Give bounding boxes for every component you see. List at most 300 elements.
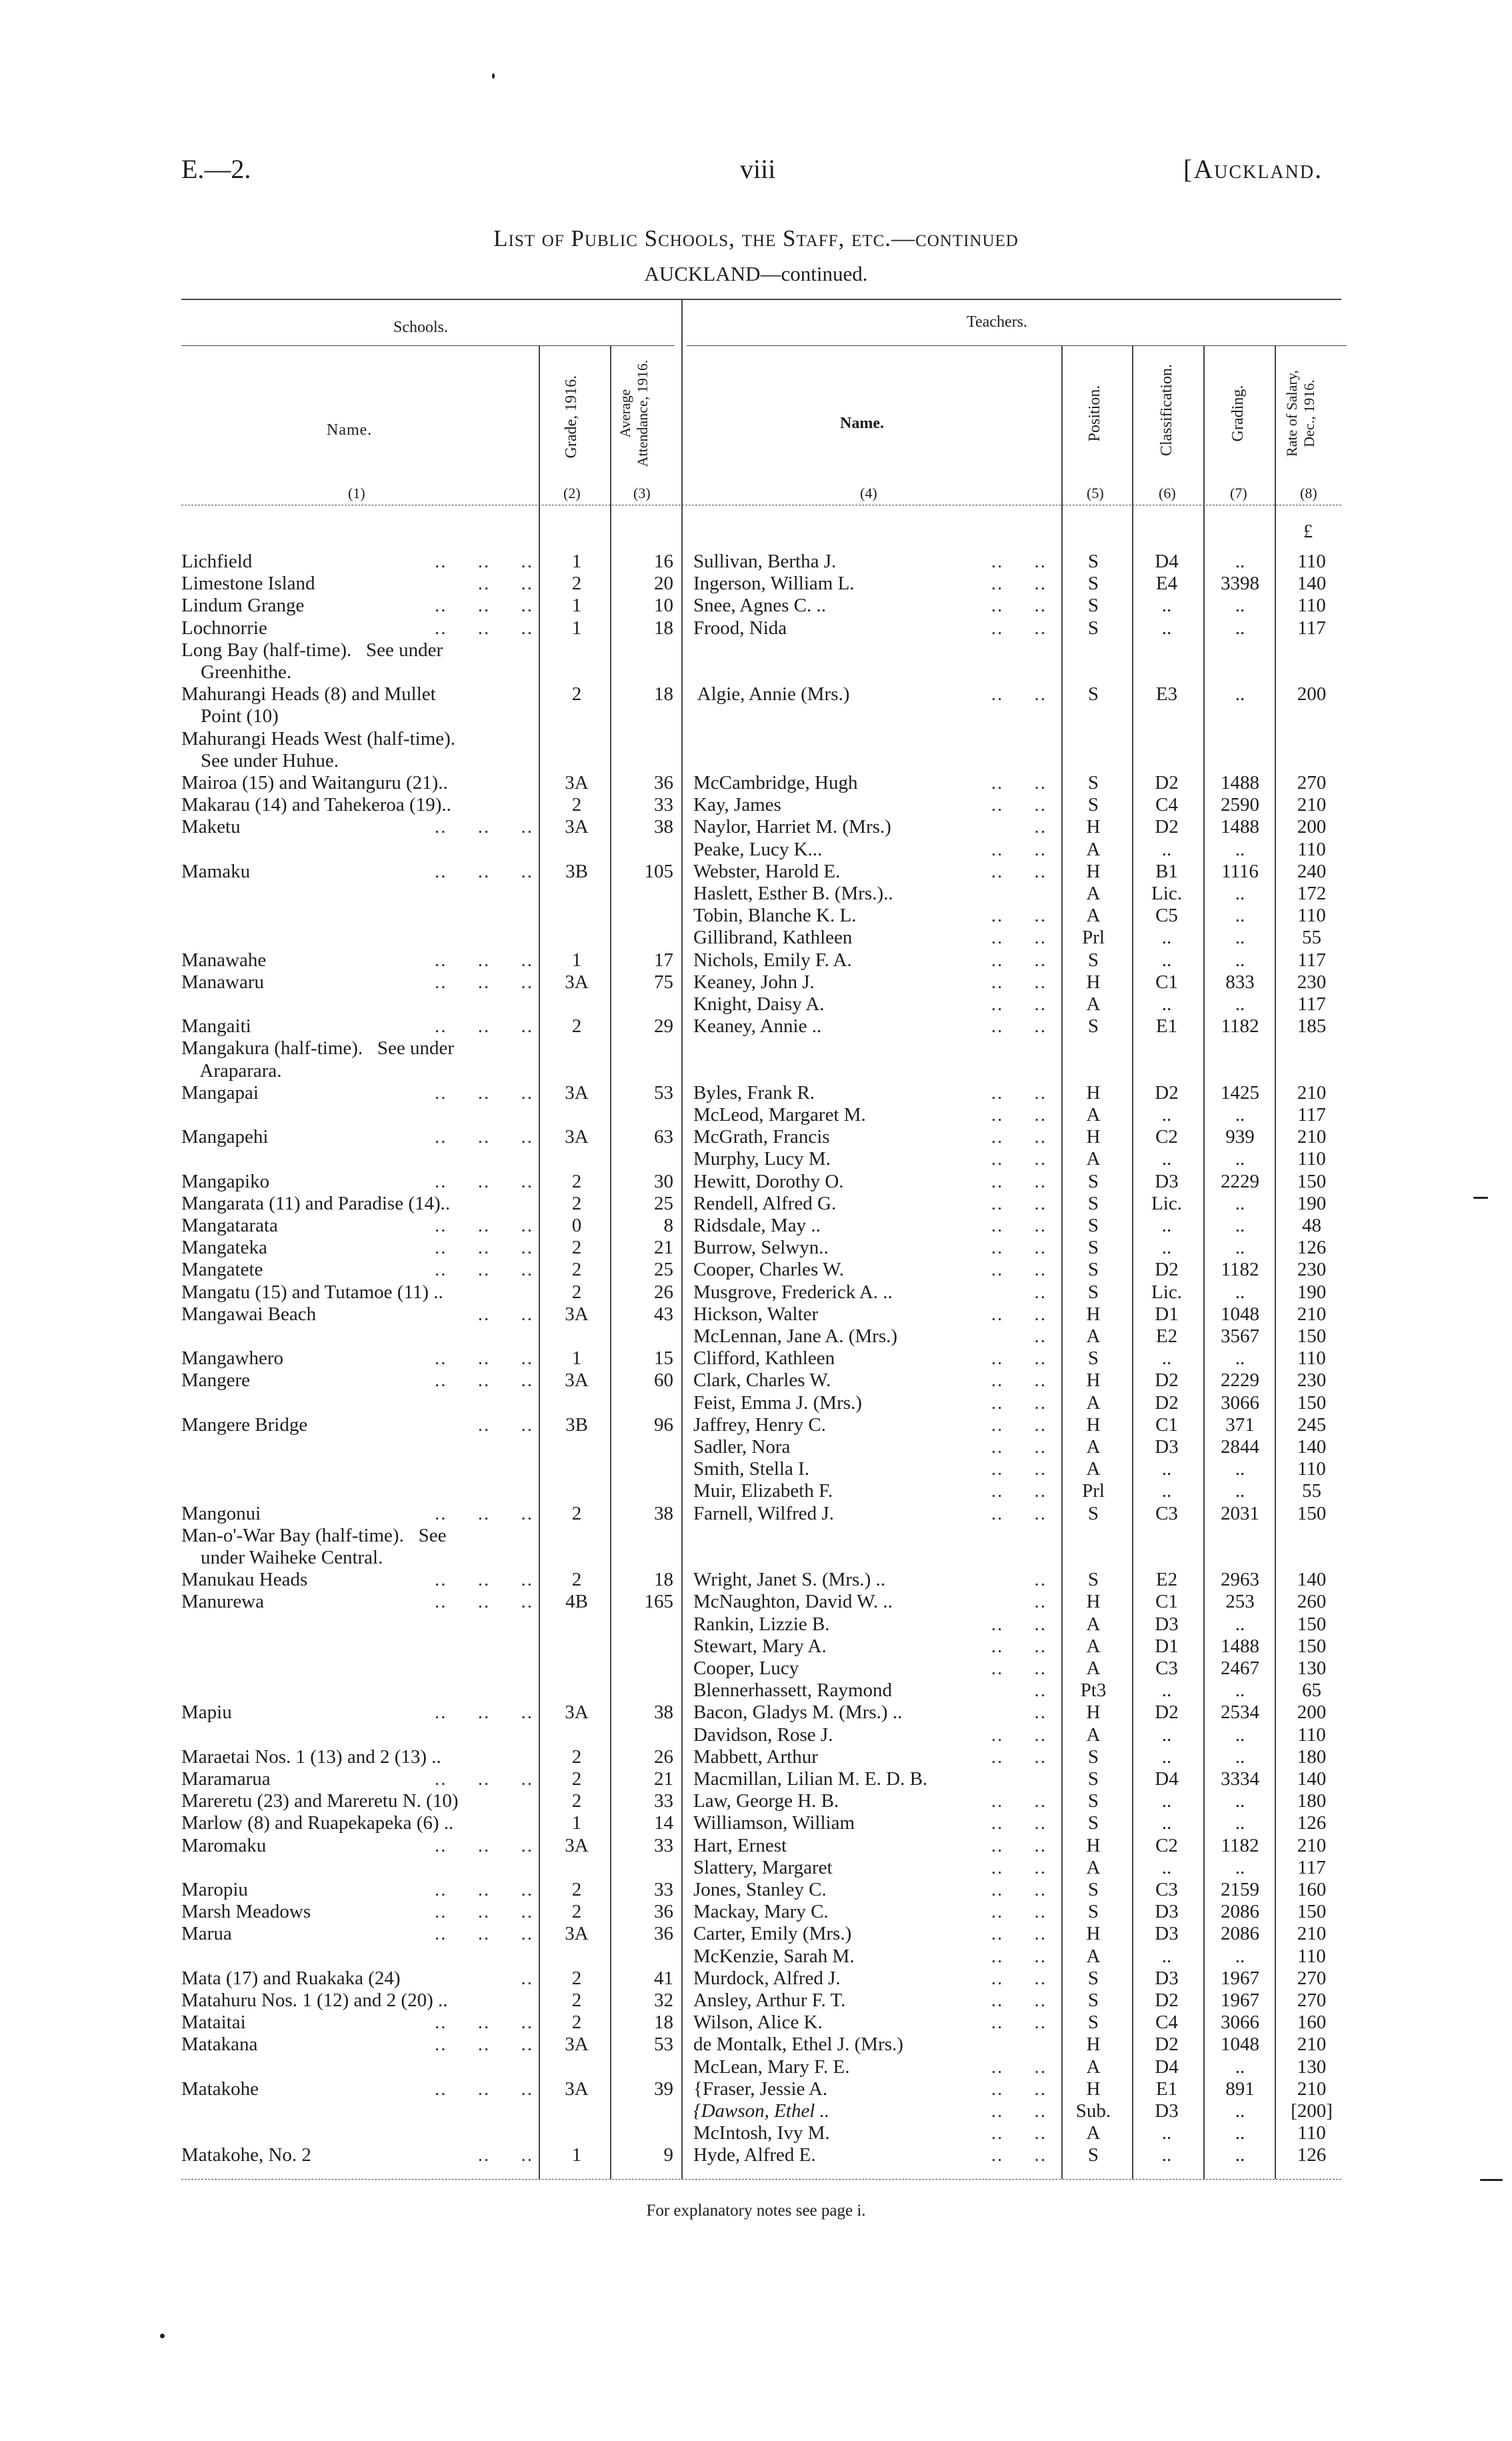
salary-rate: 110	[1297, 1724, 1326, 1746]
salary-rate: 180	[1297, 1790, 1327, 1812]
table-row	[0, 1547, 1512, 1569]
leader-dots: .. ..	[991, 1392, 1047, 1414]
teacher-classification: C1	[1155, 1414, 1178, 1436]
teacher-classification: C4	[1155, 794, 1178, 815]
salary-rate: 117	[1297, 949, 1326, 971]
teacher-classification: B1	[1155, 861, 1178, 882]
leader-dots: .. ..	[991, 794, 1047, 815]
leader-dots: .. ..	[991, 551, 1047, 572]
leader-dots: .. .. ..	[435, 1768, 533, 1790]
table-row	[0, 1790, 1512, 1812]
school-name: Matahuru Nos. 1 (12) and 2 (20) ..	[181, 1990, 448, 2011]
teacher-classification: D2	[1155, 1702, 1179, 1723]
teacher-position: A	[1086, 883, 1101, 904]
school-name: Mangapehi	[181, 1126, 269, 1147]
salary-rate: [200]	[1291, 2100, 1333, 2122]
school-name: Mahurangi Heads (8) and Mullet	[181, 683, 436, 705]
teacher-classification: D2	[1155, 772, 1179, 793]
teacher-grading: 1182	[1221, 1259, 1259, 1280]
table-row	[0, 794, 1512, 816]
school-name: Point (10)	[181, 705, 279, 727]
teacher-name: Clark, Charles W.	[693, 1370, 831, 1391]
teacher-classification: D4	[1155, 2056, 1179, 2078]
average-attendance: 18	[654, 617, 673, 639]
teacher-position: H	[1086, 1414, 1101, 1436]
leader-dots: .. .. ..	[435, 1259, 533, 1280]
leader-dots: ..	[1034, 816, 1047, 837]
teacher-name: Muir, Elizabeth F.	[693, 1480, 833, 1502]
teacher-position: H	[1086, 2078, 1101, 2100]
leader-dots: .. ..	[991, 1857, 1047, 1878]
school-grade: 2	[571, 1790, 582, 1812]
leader-dots: .. ..	[991, 1015, 1047, 1037]
teacher-name: Carter, Emily (Mrs.)	[693, 1923, 852, 1944]
leader-dots: .. ..	[991, 595, 1047, 616]
table-row	[0, 1282, 1512, 1304]
table-row	[0, 595, 1512, 617]
teacher-grading: ..	[1235, 1746, 1245, 1768]
school-name: Lindum Grange	[181, 595, 305, 616]
teacher-grading: ..	[1235, 1148, 1245, 1169]
school-name: Greenhithe.	[181, 661, 292, 683]
teacher-classification: C1	[1155, 971, 1178, 993]
teacher-grading: 833	[1225, 971, 1255, 993]
teacher-classification: ..	[1161, 595, 1172, 616]
school-grade: 1	[571, 595, 582, 616]
teacher-name: Clifford, Kathleen	[693, 1348, 835, 1369]
average-attendance: 14	[654, 1812, 673, 1834]
teacher-name: Tobin, Blanche K. L.	[693, 905, 857, 926]
teacher-grading: ..	[1235, 1790, 1245, 1812]
teacher-position: Pt3	[1080, 1680, 1107, 1701]
table-row	[0, 861, 1512, 883]
salary-rate: 160	[1297, 2012, 1327, 2033]
teacher-classification: ..	[1161, 1812, 1172, 1834]
school-name: Mangatu (15) and Tutamoe (11) ..	[181, 1282, 443, 1303]
teacher-grading: 2229	[1221, 1370, 1259, 1391]
col-number: (5)	[1087, 485, 1104, 501]
table-row	[0, 1037, 1512, 1059]
teacher-grading: 2590	[1221, 794, 1259, 815]
teacher-classification: E2	[1155, 1569, 1178, 1590]
scan-speck	[1480, 2179, 1503, 2181]
salary-rate: 210	[1297, 1835, 1327, 1856]
teacher-position: S	[1087, 1879, 1099, 1900]
salary-rate: 55	[1302, 927, 1321, 948]
average-attendance: 43	[654, 1304, 673, 1325]
teacher-position: H	[1086, 1082, 1101, 1103]
teacher-position: S	[1087, 1768, 1099, 1790]
average-attendance: 9	[663, 2144, 673, 2166]
average-attendance: 21	[654, 1768, 673, 1790]
school-grade: 2	[571, 1259, 582, 1280]
average-attendance: 38	[654, 816, 673, 837]
leader-dots: .. .. ..	[435, 1879, 533, 1900]
school-name: Mamaku	[181, 861, 251, 882]
school-name: Maromaku	[181, 1835, 267, 1856]
school-name: Mataitai	[181, 2012, 246, 2033]
teacher-classification: ..	[1161, 2122, 1172, 2144]
teacher-classification: ..	[1161, 949, 1172, 971]
school-grade: 3B	[565, 1414, 588, 1436]
teacher-grading: ..	[1235, 595, 1245, 616]
teacher-name: Ansley, Arthur F. T.	[693, 1990, 846, 2011]
scan-speck	[492, 73, 495, 79]
table-row	[0, 1237, 1512, 1259]
salary-rate: 240	[1297, 861, 1327, 882]
salary-rate: 140	[1297, 1768, 1327, 1790]
average-attendance: 30	[654, 1171, 673, 1192]
school-grade: 3A	[565, 1126, 589, 1147]
teacher-classification: D2	[1155, 2034, 1179, 2055]
average-attendance: 105	[644, 861, 673, 882]
teacher-position: S	[1087, 1968, 1099, 1989]
teacher-position: Prl	[1082, 1480, 1105, 1502]
teacher-name: McLennan, Jane A. (Mrs.)	[693, 1326, 898, 1347]
table-row	[0, 2056, 1512, 2078]
teacher-classification: E1	[1155, 2078, 1178, 2100]
teacher-position: A	[1086, 1614, 1101, 1635]
teacher-position: H	[1086, 1370, 1101, 1391]
average-attendance: 10	[654, 595, 673, 616]
table-row	[0, 1148, 1512, 1170]
salary-rate: 245	[1297, 1414, 1327, 1436]
leader-dots: .. ..	[991, 1215, 1047, 1236]
teacher-name: de Montalk, Ethel J. (Mrs.)	[693, 2034, 903, 2055]
teacher-grading: 1967	[1221, 1968, 1259, 1989]
teacher-classification: D4	[1155, 1768, 1179, 1790]
salary-rate: 140	[1297, 1436, 1327, 1458]
teacher-name: Rendell, Alfred G.	[693, 1193, 837, 1214]
salary-rate: 200	[1297, 1702, 1327, 1723]
salary-header: Rate of Salary, Dec., 1916.	[1283, 370, 1317, 457]
teacher-grading: 2086	[1221, 1901, 1259, 1922]
teacher-grading: ..	[1235, 617, 1245, 639]
teacher-name: Hart, Ernest	[693, 1835, 787, 1856]
school-grade: 3A	[565, 2034, 589, 2055]
teacher-classification: E2	[1155, 1326, 1178, 1347]
average-attendance: 33	[654, 1879, 673, 1900]
teacher-name: Cooper, Charles W.	[693, 1259, 844, 1280]
school-grade: 3A	[565, 1082, 589, 1103]
leader-dots: .. ..	[991, 1148, 1047, 1169]
teacher-grading: ..	[1235, 1104, 1245, 1125]
teacher-position: H	[1086, 861, 1101, 882]
teacher-name: Williamson, William	[693, 1812, 855, 1834]
teacher-name: Ingerson, William L.	[693, 573, 855, 594]
teacher-name: Knight, Daisy A.	[693, 993, 825, 1015]
leader-dots: .. ..	[991, 839, 1047, 860]
salary-rate: 210	[1297, 2078, 1327, 2100]
teacher-grading: 253	[1225, 1591, 1255, 1612]
teacher-position: H	[1086, 1702, 1101, 1723]
teacher-classification: D2	[1155, 1259, 1179, 1280]
teacher-name: McIntosh, Ivy M.	[693, 2122, 830, 2144]
school-grade: 2	[571, 1503, 582, 1524]
teacher-name: Blennerhassett, Raymond	[693, 1680, 893, 1701]
teacher-position: S	[1087, 772, 1099, 793]
teacher-grading: ..	[1235, 2122, 1245, 2144]
school-name: Mangawhero	[181, 1348, 284, 1369]
teacher-position: S	[1087, 1237, 1099, 1258]
leader-dots: .. ..	[991, 1946, 1047, 1967]
leader-dots: .. ..	[991, 2122, 1047, 2144]
teacher-grading: ..	[1235, 905, 1245, 926]
school-name: Marsh Meadows	[181, 1901, 311, 1922]
teacher-position: S	[1087, 1503, 1099, 1524]
teacher-classification: ..	[1161, 839, 1172, 860]
salary-rate: 140	[1297, 573, 1327, 594]
teacher-name: Burrow, Selwyn..	[693, 1237, 829, 1258]
salary-rate: 130	[1297, 2056, 1327, 2078]
average-attendance: 29	[654, 1015, 673, 1037]
leader-dots: ..	[1034, 1569, 1047, 1590]
leader-dots: .. .. ..	[435, 1126, 533, 1147]
average-attendance: 41	[654, 1968, 673, 1989]
table-row	[0, 1835, 1512, 1857]
teacher-name: Jaffrey, Henry C.	[693, 1414, 826, 1436]
average-attendance: 53	[654, 2034, 673, 2055]
school-name: Lochnorrie	[181, 617, 267, 639]
teacher-position: S	[1087, 683, 1099, 705]
school-name: Manawahe	[181, 949, 267, 971]
teacher-classification: ..	[1161, 1458, 1172, 1480]
teacher-grading: 2844	[1221, 1436, 1259, 1458]
leader-dots: .. .. ..	[435, 1591, 533, 1612]
leader-dots: .. ..	[991, 1812, 1047, 1834]
leader-dots: .. ..	[991, 927, 1047, 948]
school-name: Mangere Bridge	[181, 1414, 308, 1436]
teacher-position: H	[1086, 816, 1101, 837]
school-name: Maropiu	[181, 1879, 248, 1900]
teacher-name: Smith, Stella I.	[693, 1458, 809, 1480]
salary-rate: 140	[1297, 1569, 1327, 1590]
teacher-position: A	[1086, 839, 1101, 860]
teacher-name: Wilson, Alice K.	[693, 2012, 823, 2033]
teacher-name: Frood, Nida	[693, 617, 787, 639]
teacher-grading: 1488	[1221, 772, 1259, 793]
school-grade: 1	[571, 617, 582, 639]
table-row	[0, 1015, 1512, 1037]
salary-rate: 110	[1297, 839, 1326, 860]
table-row	[0, 1126, 1512, 1148]
teacher-grading: 1425	[1221, 1082, 1259, 1103]
leader-dots: .. ..	[991, 1658, 1047, 1679]
leader-dots: .. ..	[991, 1348, 1047, 1369]
school-name: Mareretu (23) and Mareretu N. (10)	[181, 1790, 459, 1812]
teacher-name: Macmillan, Lilian M. E. D. B.	[693, 1768, 928, 1790]
teacher-name: Naylor, Harriet M. (Mrs.)	[693, 816, 891, 837]
salary-rate: 110	[1297, 1946, 1326, 1967]
school-name: Mairoa (15) and Waitanguru (21)..	[181, 772, 448, 793]
average-attendance: 165	[644, 1591, 673, 1612]
teacher-name: McNaughton, David W. ..	[693, 1591, 893, 1612]
school-name: Marlow (8) and Ruapekapeka (6) ..	[181, 1812, 454, 1834]
leader-dots: .. .. ..	[435, 949, 533, 971]
school-name: Long Bay (half-time). See under	[181, 639, 443, 661]
teacher-classification: ..	[1161, 1348, 1172, 1369]
leader-dots: .. ..	[991, 1901, 1047, 1922]
teacher-classification: ..	[1161, 1746, 1172, 1768]
table-row	[0, 1326, 1512, 1348]
school-grade: 2	[571, 1990, 582, 2011]
leader-dots: ..	[1034, 1680, 1047, 1701]
table-row	[0, 1636, 1512, 1658]
teacher-position: A	[1086, 1636, 1101, 1657]
teacher-position: S	[1087, 2144, 1099, 2166]
school-grade: 3A	[565, 1370, 589, 1391]
teacher-name: Keaney, Annie ..	[693, 1015, 822, 1037]
teacher-grading: 891	[1225, 2078, 1255, 2100]
table-row	[0, 617, 1512, 639]
teacher-position: H	[1086, 1591, 1101, 1612]
teacher-grading: ..	[1235, 551, 1245, 572]
school-name: Mangatete	[181, 1259, 263, 1280]
table-row	[0, 993, 1512, 1015]
teacher-classification: Lic.	[1151, 1282, 1182, 1303]
teacher-grading: ..	[1235, 1812, 1245, 1834]
teachers-group-rule	[687, 345, 1347, 346]
teacher-classification: D1	[1155, 1304, 1179, 1325]
leader-dots: .. .. ..	[435, 1171, 533, 1192]
salary-rate: 150	[1297, 1614, 1327, 1635]
table-row	[0, 816, 1512, 838]
table-row	[0, 2012, 1512, 2034]
teacher-name: Feist, Emma J. (Mrs.)	[693, 1392, 862, 1414]
teacher-grading: ..	[1235, 1614, 1245, 1635]
school-grade: 4B	[565, 1591, 588, 1612]
teacher-position: A	[1086, 1436, 1101, 1458]
teacher-name: Sadler, Nora	[693, 1436, 791, 1458]
teacher-classification: E1	[1155, 1015, 1178, 1037]
teacher-position: A	[1086, 1148, 1101, 1169]
average-attendance: 53	[654, 1082, 673, 1103]
teacher-grading: ..	[1235, 1857, 1245, 1878]
table-row	[0, 2034, 1512, 2056]
teacher-grading: 2963	[1221, 1569, 1259, 1590]
school-grade: 1	[571, 551, 582, 572]
average-attendance: 33	[654, 1790, 673, 1812]
teacher-grading: 3398	[1221, 573, 1259, 594]
teacher-grading: 2467	[1221, 1658, 1259, 1679]
school-name: Marua	[181, 1923, 232, 1944]
leader-dots: .. ..	[991, 1126, 1047, 1147]
teacher-grading: ..	[1235, 1480, 1245, 1502]
teacher-classification: D2	[1155, 816, 1179, 837]
teacher-classification: D2	[1155, 1370, 1179, 1391]
table-row	[0, 949, 1512, 971]
school-name: See under Huhue.	[181, 750, 339, 771]
table-row	[0, 1193, 1512, 1215]
salary-rate: 210	[1297, 2034, 1327, 2055]
leader-dots: .. ..	[991, 1480, 1047, 1502]
school-name: Maramarua	[181, 1768, 271, 1790]
salary-rate: 130	[1297, 1658, 1327, 1679]
salary-rate: 260	[1297, 1591, 1327, 1612]
teacher-classification: ..	[1161, 1680, 1172, 1701]
table-row	[0, 2144, 1512, 2166]
teacher-grading: ..	[1235, 839, 1245, 860]
attendance-header: Average Attendance, 1916.	[617, 359, 651, 467]
school-grade: 2	[571, 1171, 582, 1192]
table-row	[0, 927, 1512, 949]
grading-header: Grading.	[1229, 385, 1247, 442]
school-grade: 2	[571, 1569, 582, 1590]
school-grade: 3A	[565, 2078, 589, 2100]
salary-rate: 270	[1297, 772, 1327, 793]
leader-dots: .. ..	[991, 1414, 1047, 1436]
leader-dots: .. ..	[991, 861, 1047, 882]
leader-dots: .. .. ..	[435, 1370, 533, 1391]
table-row	[0, 683, 1512, 705]
leader-dots: .. ..	[991, 1990, 1047, 2011]
salary-rate: 185	[1297, 1015, 1327, 1037]
teacher-name: Rankin, Lizzie B.	[693, 1614, 830, 1635]
leader-dots: .. ..	[477, 573, 533, 594]
leader-dots: .. .. ..	[435, 1923, 533, 1944]
school-name-header: Name.	[327, 421, 373, 439]
teacher-classification: ..	[1161, 1724, 1172, 1746]
table-row	[0, 1215, 1512, 1237]
table-row	[0, 883, 1512, 905]
teacher-grading: ..	[1235, 1348, 1245, 1369]
teacher-grading: 371	[1225, 1414, 1255, 1436]
salary-rate: 110	[1297, 905, 1326, 926]
table-row	[0, 1746, 1512, 1768]
page-subtitle: AUCKLAND—continued.	[644, 262, 868, 285]
leader-dots: .. .. ..	[435, 1569, 533, 1590]
school-grade: 1	[571, 1812, 582, 1834]
col-number: (1)	[348, 485, 365, 501]
leader-dots: .. ..	[991, 1835, 1047, 1856]
teacher-name: McLeod, Margaret M.	[693, 1104, 866, 1125]
position-header: Position.	[1086, 385, 1103, 442]
teacher-classification: D3	[1155, 2100, 1179, 2122]
teacher-position: S	[1087, 1171, 1099, 1192]
teacher-grading: ..	[1235, 883, 1245, 904]
school-name: Mangakura (half-time). See under	[181, 1037, 455, 1059]
average-attendance: 32	[654, 1990, 673, 2011]
teacher-classification: ..	[1161, 617, 1172, 639]
teacher-position: S	[1087, 1746, 1099, 1768]
teacher-grading: 3066	[1221, 1392, 1259, 1414]
leader-dots: .. ..	[991, 1193, 1047, 1214]
teacher-position: Sub.	[1075, 2100, 1111, 2122]
teacher-classification: ..	[1161, 1857, 1172, 1878]
leader-dots: .. ..	[477, 2144, 533, 2166]
table-row	[0, 1458, 1512, 1480]
teacher-classification: ..	[1161, 1237, 1172, 1258]
average-attendance: 63	[654, 1126, 673, 1147]
leader-dots: .. ..	[477, 1304, 533, 1325]
leader-dots: ..	[1034, 1282, 1047, 1303]
leader-dots: .. ..	[991, 1879, 1047, 1900]
salary-rate: 210	[1297, 794, 1327, 815]
teacher-grading: ..	[1235, 2144, 1245, 2166]
teacher-classification: ..	[1161, 1946, 1172, 1967]
school-name: Mangarata (11) and Paradise (14)..	[181, 1193, 451, 1214]
teacher-grading: 3334	[1221, 1768, 1259, 1790]
salary-rate: 150	[1297, 1326, 1327, 1347]
teacher-name: Haslett, Esther B. (Mrs.)..	[693, 883, 893, 904]
teacher-grading: ..	[1235, 1282, 1245, 1303]
school-grade: 1	[571, 2144, 582, 2166]
leader-dots: .. ..	[991, 1968, 1047, 1989]
teacher-grading: 3066	[1221, 2012, 1259, 2033]
school-name: Matakohe	[181, 2078, 259, 2100]
school-grade: 2	[571, 1193, 582, 1214]
schools-group-heading: Schools.	[393, 319, 449, 336]
